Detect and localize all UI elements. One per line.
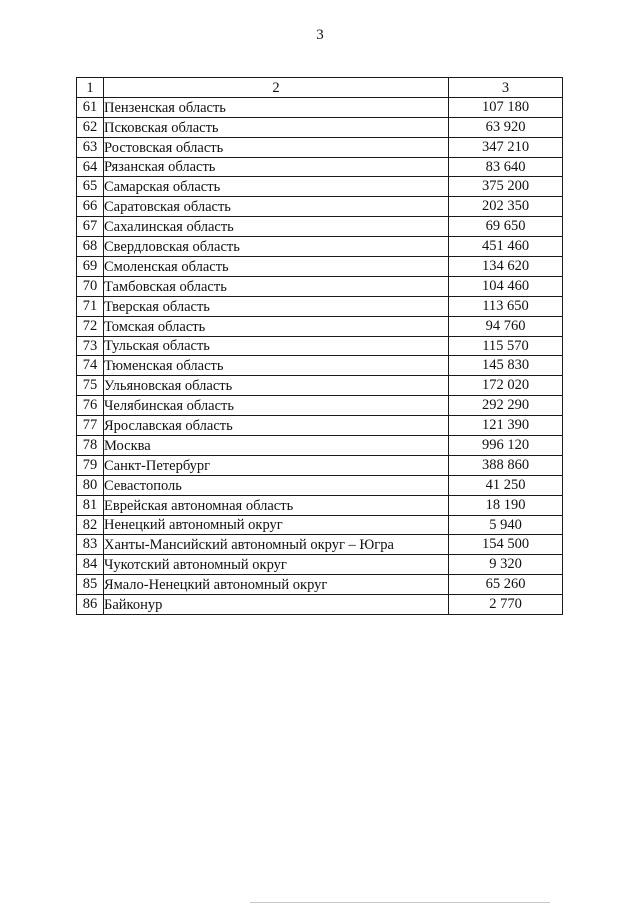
region-name: Еврейская автономная область [104,495,449,515]
region-value: 104 460 [449,276,563,296]
region-name: Севастополь [104,475,449,495]
row-number: 70 [77,276,104,296]
region-value: 375 200 [449,177,563,197]
column-header-name: 2 [104,78,449,98]
table-row [77,555,563,575]
column-header-value: 3 [449,78,563,98]
row-number: 81 [77,495,104,515]
table-row [77,316,563,336]
table-header-row [77,78,563,98]
region-value: 113 650 [449,296,563,316]
row-number: 78 [77,436,104,456]
row-number: 61 [77,97,104,117]
row-number: 76 [77,396,104,416]
row-number: 68 [77,237,104,257]
table-row [77,217,563,237]
region-value: 107 180 [449,97,563,117]
table-row [77,475,563,495]
page-number: 3 [316,27,324,43]
row-number: 75 [77,376,104,396]
region-name: Самарская область [104,177,449,197]
region-value: 388 860 [449,455,563,475]
table-row [77,296,563,316]
table-row [77,595,563,615]
table-row [77,436,563,456]
region-name: Пензенская область [104,97,449,117]
region-name: Саратовская область [104,197,449,217]
region-name: Тюменская область [104,356,449,376]
row-number: 66 [77,197,104,217]
region-name: Челябинская область [104,396,449,416]
row-number: 74 [77,356,104,376]
table-row [77,455,563,475]
region-value: 172 020 [449,376,563,396]
table-row [77,376,563,396]
table-row [77,137,563,157]
region-name: Рязанская область [104,157,449,177]
region-value: 63 920 [449,117,563,137]
table-row [77,97,563,117]
region-value: 94 760 [449,316,563,336]
region-value: 69 650 [449,217,563,237]
region-name: Тульская область [104,336,449,356]
region-name: Тамбовская область [104,276,449,296]
row-number: 63 [77,137,104,157]
region-name: Ростовская область [104,137,449,157]
row-number: 73 [77,336,104,356]
row-number: 79 [77,455,104,475]
region-value: 347 210 [449,137,563,157]
row-number: 80 [77,475,104,495]
table-row [77,157,563,177]
row-number: 72 [77,316,104,336]
region-name: Ненецкий автономный округ [104,515,449,535]
region-name: Ханты-Мансийский автономный округ – Югра [104,535,449,555]
region-value: 9 320 [449,555,563,575]
region-value: 5 940 [449,515,563,535]
region-name: Ульяновская область [104,376,449,396]
column-header-number: 1 [77,78,104,98]
region-value: 18 190 [449,495,563,515]
row-number: 71 [77,296,104,316]
table-row [77,336,563,356]
region-name: Ярославская область [104,416,449,436]
row-number: 77 [77,416,104,436]
table-row [77,197,563,217]
row-number: 83 [77,535,104,555]
region-value: 134 620 [449,257,563,277]
region-name: Томская область [104,316,449,336]
region-value: 154 500 [449,535,563,555]
region-value: 121 390 [449,416,563,436]
region-value: 451 460 [449,237,563,257]
table-row [77,276,563,296]
region-name: Смоленская область [104,257,449,277]
table-row [77,575,563,595]
table-row [77,237,563,257]
region-name: Сахалинская область [104,217,449,237]
row-number: 64 [77,157,104,177]
region-name: Свердловская область [104,237,449,257]
region-name: Москва [104,436,449,456]
region-name: Байконур [104,595,449,615]
region-value: 202 350 [449,197,563,217]
region-name: Тверская область [104,296,449,316]
row-number: 86 [77,595,104,615]
row-number: 69 [77,257,104,277]
row-number: 84 [77,555,104,575]
row-number: 65 [77,177,104,197]
row-number: 62 [77,117,104,137]
region-value: 2 770 [449,595,563,615]
region-name: Ямало-Ненецкий автономный округ [104,575,449,595]
region-value: 996 120 [449,436,563,456]
region-value: 83 640 [449,157,563,177]
scan-edge-line [250,902,550,903]
table-row [77,396,563,416]
region-name: Псковская область [104,117,449,137]
region-value: 41 250 [449,475,563,495]
region-value: 145 830 [449,356,563,376]
table-row [77,117,563,137]
table-body [77,97,563,614]
region-table [76,77,563,615]
row-number: 67 [77,217,104,237]
region-name: Чукотский автономный округ [104,555,449,575]
table-row [77,495,563,515]
row-number: 82 [77,515,104,535]
table-row [77,535,563,555]
region-value: 292 290 [449,396,563,416]
region-value: 115 570 [449,336,563,356]
region-value: 65 260 [449,575,563,595]
table-row [77,356,563,376]
table-row [77,416,563,436]
row-number: 85 [77,575,104,595]
table-row [77,257,563,277]
table-row [77,515,563,535]
table-row [77,177,563,197]
region-name: Санкт-Петербург [104,455,449,475]
